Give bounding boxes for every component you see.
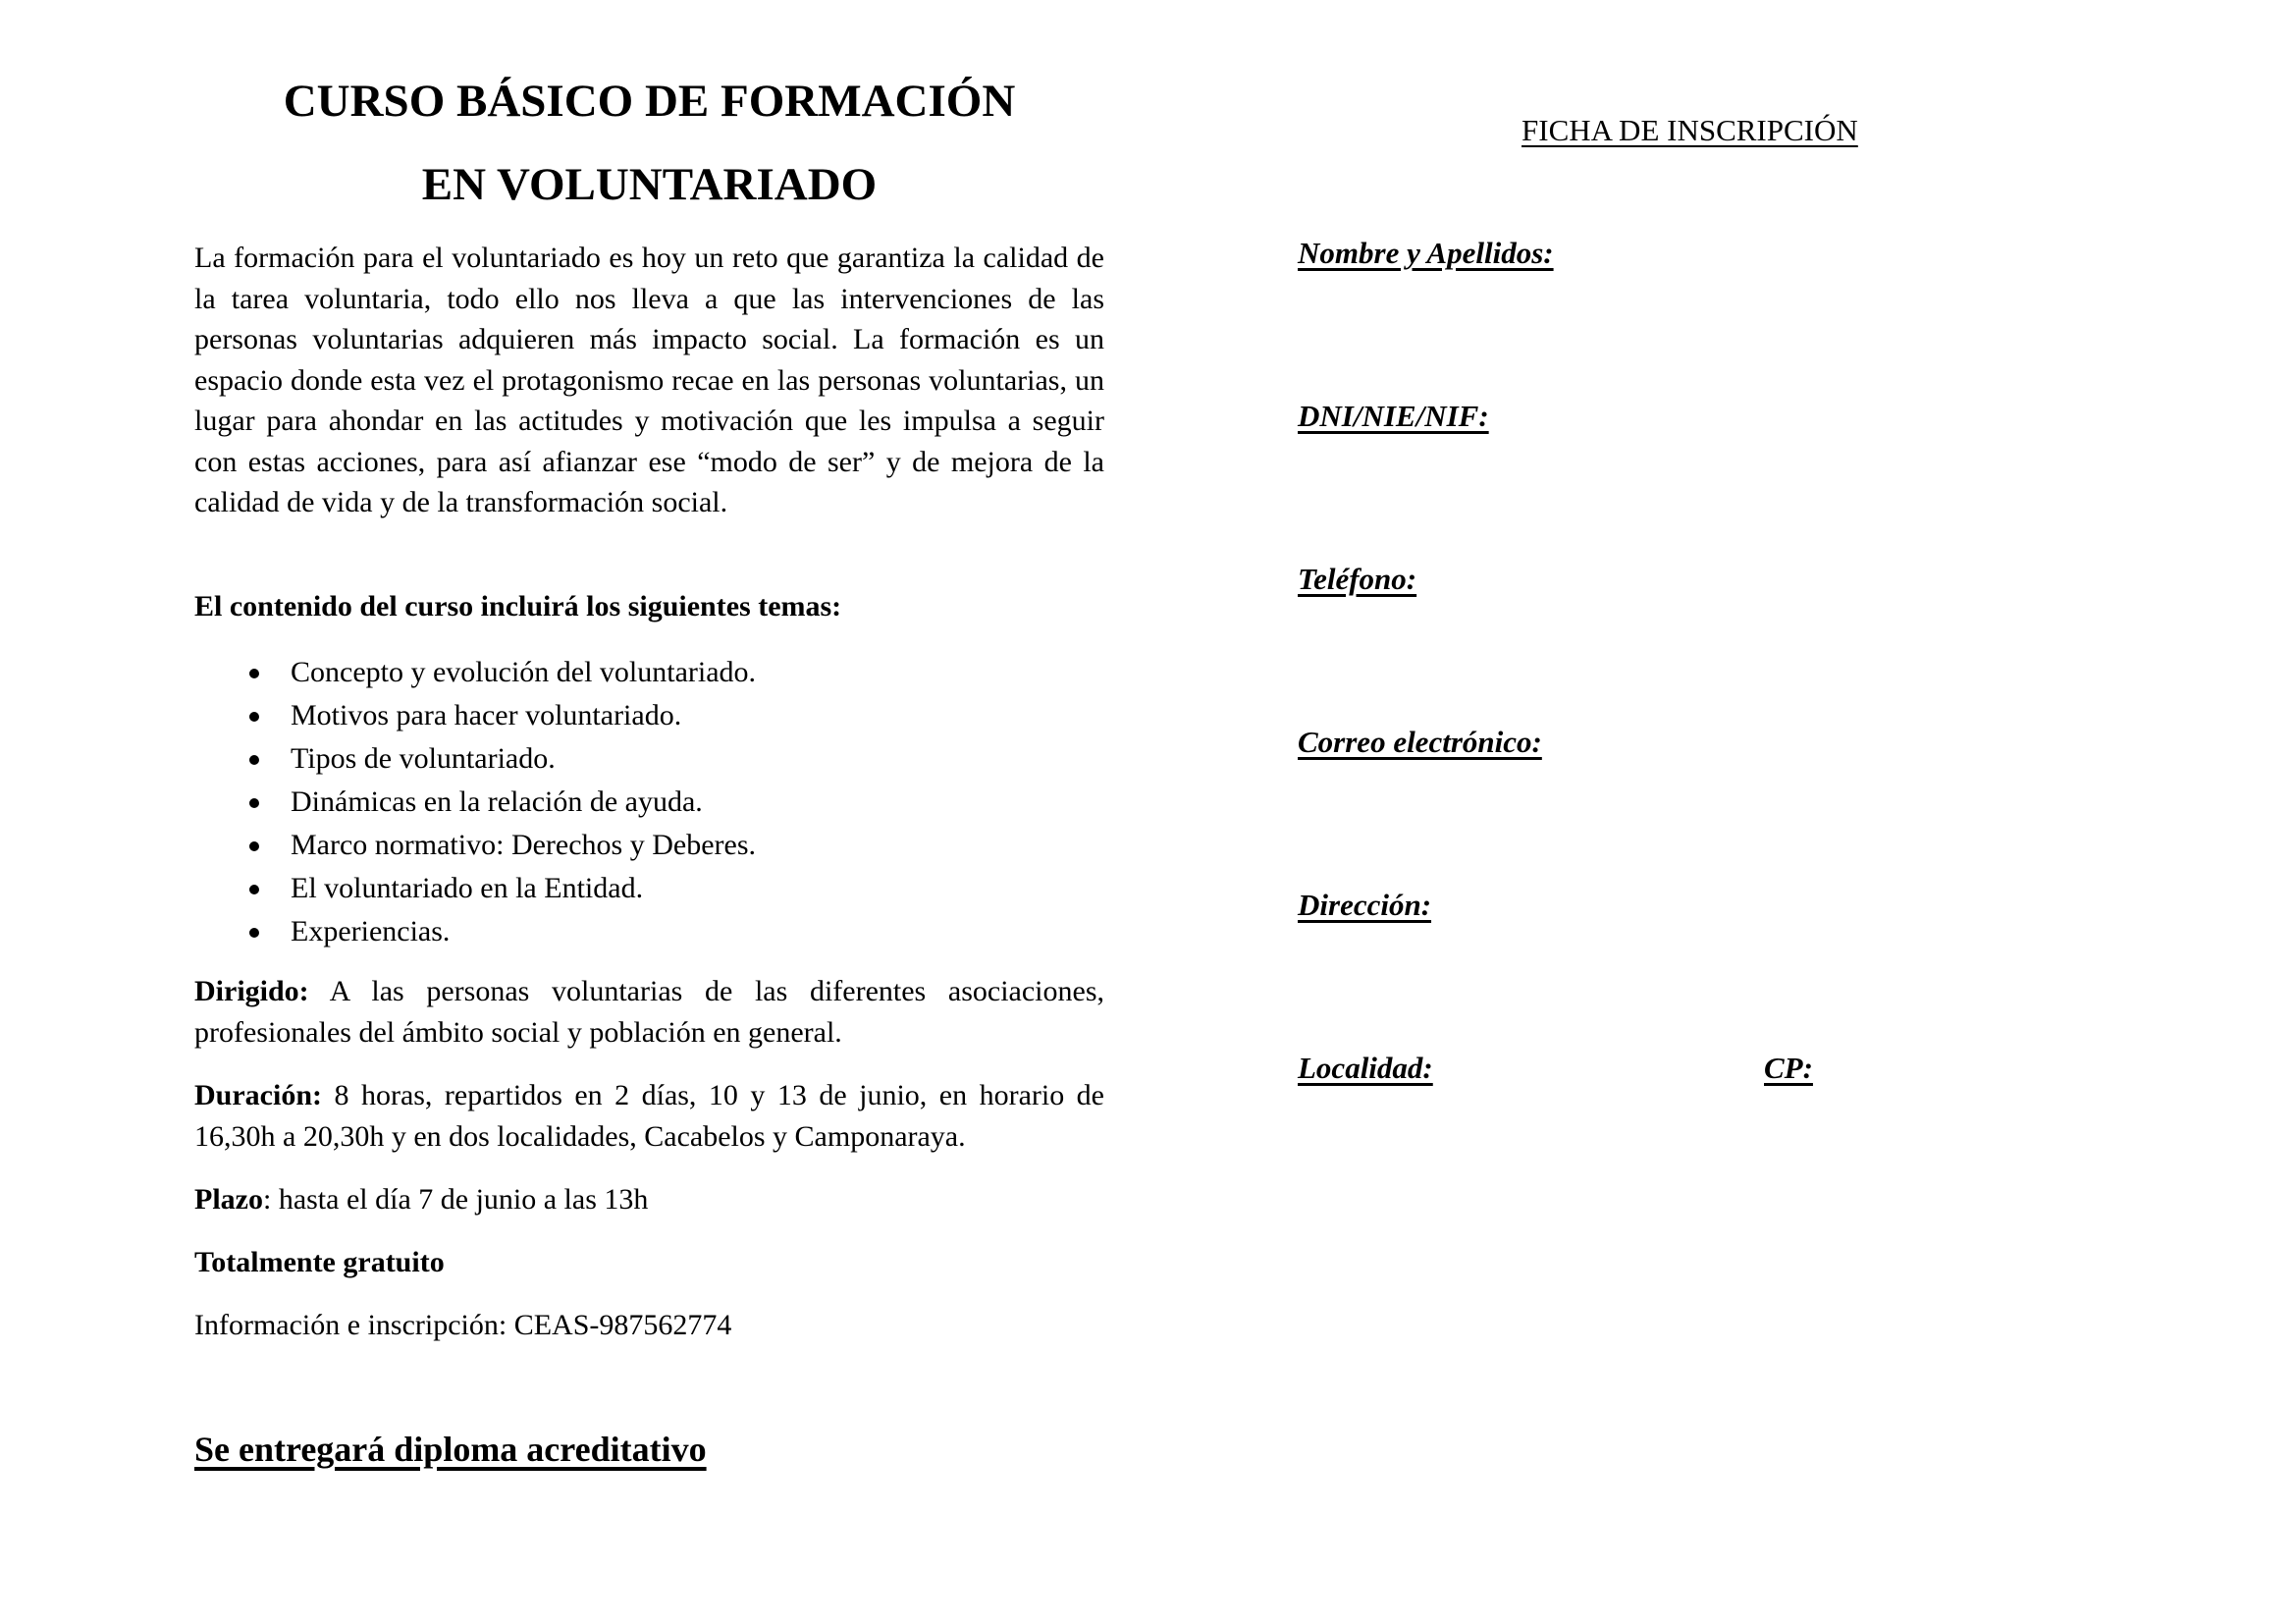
- form-title: FICHA DE INSCRIPCIÓN: [1522, 113, 1858, 147]
- deadline-text: : hasta el día 7 de junio a las 13h: [262, 1183, 649, 1216]
- bullet-icon: [249, 885, 259, 894]
- target-audience-text: A las personas voluntarias de las diferentes asociaciones, profesionales del ámbito social y población en general.: [194, 975, 1104, 1049]
- intro-paragraph: La formación para el voluntariado es hoy un reto que garantiza la calidad de la tarea voluntaria, todo ello nos lleva a que las intervenciones de las personas voluntarias adquieren más impacto social. La formación es un espacio donde esta vez el protagonismo recae en las personas voluntarias, un lugar para ahondar en las actitudes y motivación que les impulsa a seguir con estas acciones, para así afianzar ese “modo de ser” y de mejora de la calidad de vida y de la transformación social.: [194, 242, 1104, 518]
- topic-text: Marco normativo: Derechos y Deberes.: [291, 829, 756, 861]
- topics-list: [194, 651, 756, 953]
- topic-text: Motivos para hacer voluntariado.: [291, 699, 682, 731]
- bullet-icon: [249, 755, 259, 765]
- topic-text: El voluntariado en la Entidad.: [291, 872, 644, 904]
- topic-item: [194, 910, 756, 953]
- bullet-icon: [249, 669, 259, 678]
- topic-text: Concepto y evolución del voluntariado.: [291, 656, 757, 688]
- bullet-icon: [249, 798, 259, 808]
- topic-item: [194, 867, 756, 910]
- target-audience: [194, 971, 1104, 1053]
- duration: [194, 1075, 1104, 1157]
- topic-item: [194, 737, 756, 781]
- bullet-icon: [249, 928, 259, 938]
- topics-heading: El contenido del curso incluirá los siguientes temas:: [194, 590, 842, 622]
- course-title-line-2: EN VOLUNTARIADO: [421, 159, 878, 210]
- diploma-notice: Se entregará diploma acreditativo: [194, 1430, 707, 1469]
- topic-text: Tipos de voluntariado.: [291, 742, 556, 775]
- topic-item: [194, 694, 756, 737]
- bullet-icon: [249, 712, 259, 722]
- duration-text: 8 horas, repartidos en 2 días, 10 y 13 de junio, en horario de 16,30h a 20,30h y en dos localidades, Cacabelos y Camponaraya.: [194, 1079, 1104, 1153]
- topic-text: Dinámicas en la relación de ayuda.: [291, 785, 703, 818]
- field-label-nombre: Nombre y Apellidos:: [1298, 236, 1554, 270]
- bullet-icon: [249, 841, 259, 851]
- topic-item: [194, 651, 756, 694]
- field-label-dni: DNI/NIE/NIF:: [1298, 399, 1489, 433]
- deadline-label: Plazo: [194, 1183, 263, 1216]
- field-label-telefono: Teléfono:: [1298, 562, 1417, 596]
- target-audience-label: Dirigido:: [194, 975, 309, 1007]
- topic-item: [194, 824, 756, 867]
- field-label-direccion: Dirección:: [1298, 888, 1432, 922]
- free-notice: Totalmente gratuito: [194, 1246, 445, 1278]
- field-label-localidad: Localidad:: [1298, 1051, 1433, 1085]
- topic-text: Experiencias.: [291, 915, 451, 947]
- duration-label: Duración:: [194, 1079, 322, 1111]
- contact-info: Información e inscripción: CEAS-987562774: [194, 1309, 732, 1341]
- field-label-cp: CP:: [1764, 1051, 1813, 1085]
- field-label-correo: Correo electrónico:: [1298, 725, 1542, 759]
- deadline: [194, 1179, 1104, 1220]
- course-title-line-1: CURSO BÁSICO DE FORMACIÓN: [283, 76, 1016, 127]
- topic-item: [194, 781, 756, 824]
